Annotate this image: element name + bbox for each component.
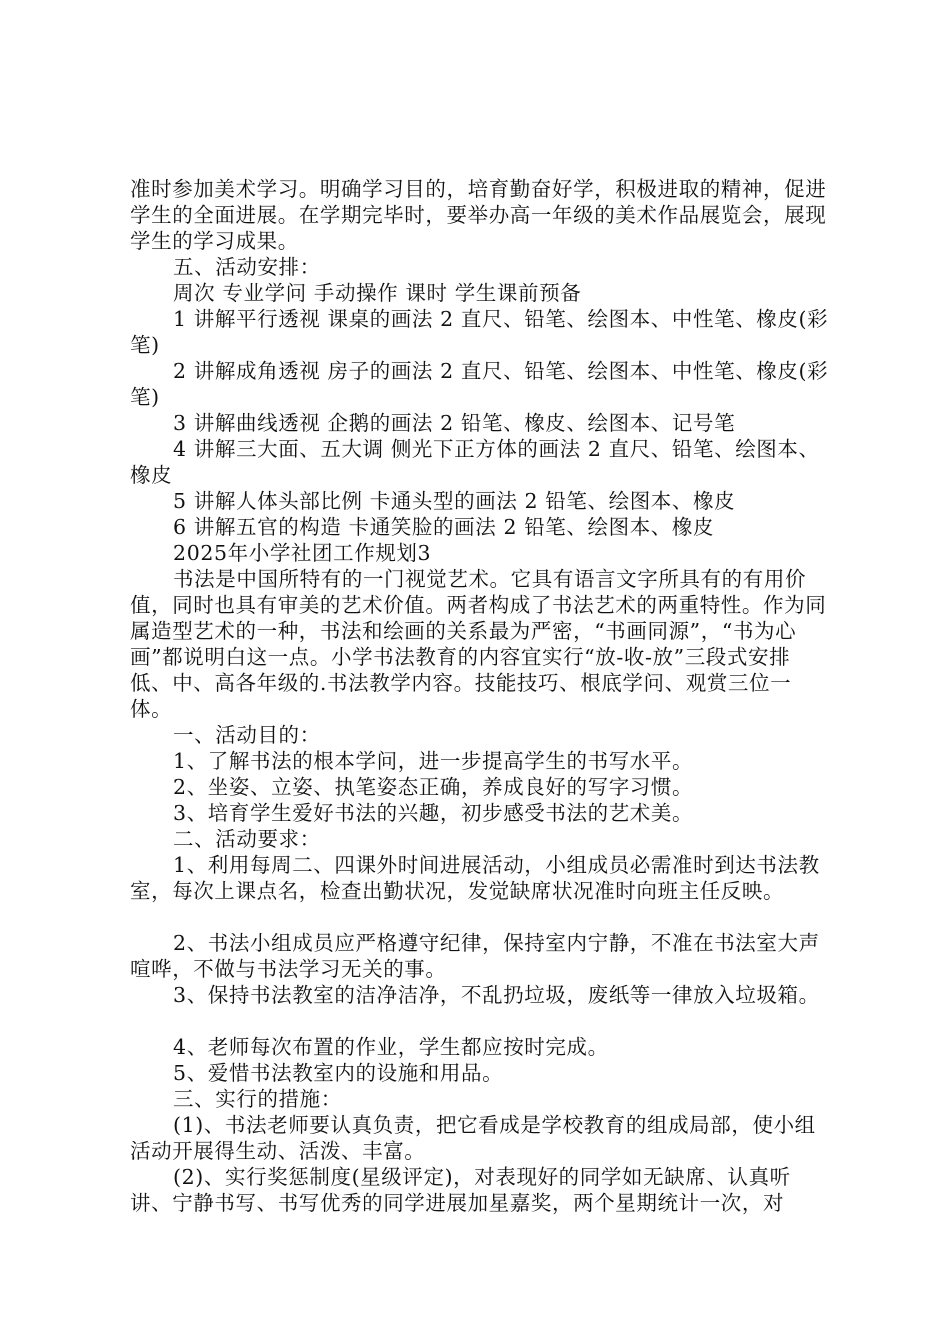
paragraph: 2025年小学社团工作规划3 xyxy=(173,541,432,565)
paragraph: 周次 专业学问 手动操作 课时 学生课前预备 xyxy=(173,281,582,305)
paragraph: (2)、实行奖惩制度(星级评定)，对表现好的同学如无缺席、认真听讲、宁静书写、书写优秀的同学进展加星嘉奖，两个星期统计一次，对 xyxy=(130,1165,791,1215)
blank-line xyxy=(130,1008,830,1034)
blank-line xyxy=(130,904,830,930)
paragraph: 1、利用每周二、四课外时间进展活动，小组成员必需准时到达书法教室，每次上课点名，检查出勤状况，发觉缺席状况准时向班主任反映。 xyxy=(130,853,820,903)
paragraph: 书法是中国所特有的一门视觉艺术。它具有语言文字所具有的有用价值，同时也具有审美的艺术价值。两者构成了书法艺术的两重特性。作为同属造型艺术的一种，书法和绘画的关系最为严密，“书画同源”，“书为心画”都说明白这一点。小学书法教育的内容宜实行“放-收-放”三段式安排低、中、高各年级的.书法教学内容。技能技巧、根底学问、观赏三位一体。 xyxy=(130,567,827,721)
paragraph: 五、活动安排： xyxy=(173,255,321,279)
paragraph: 准时参加美术学习。明确学习目的，培育勤奋好学，积极进取的精神，促进学生的全面进展。在学期完毕时，要举办高一年级的美术作品展览会，展现学生的学习成果。 xyxy=(130,177,827,253)
paragraph: 2 讲解成角透视 房子的画法 2 直尺、铅笔、绘图本、中性笔、橡皮(彩笔) xyxy=(130,359,829,409)
paragraph: 3、培育学生爱好书法的兴趣，初步感受书法的艺术美。 xyxy=(173,801,694,825)
paragraph: (1)、书法老师要认真负责，把它看成是学校教育的组成局部，使小组活动开展得生动、活泼、丰富。 xyxy=(130,1113,816,1163)
paragraph: 2、书法小组成员应严格遵守纪律，保持室内宁静，不准在书法室大声喧哗，不做与书法学习无关的事。 xyxy=(130,931,820,981)
paragraph: 5 讲解人体头部比例 卡通头型的画法 2 铅笔、绘图本、橡皮 xyxy=(173,489,736,513)
paragraph: 1 讲解平行透视 课桌的画法 2 直尺、铅笔、绘图本、中性笔、橡皮(彩笔) xyxy=(130,307,829,357)
paragraph: 3 讲解曲线透视 企鹅的画法 2 铅笔、橡皮、绘图本、记号笔 xyxy=(173,411,736,435)
paragraph: 1、了解书法的根本学问，进一步提高学生的书写水平。 xyxy=(173,749,694,773)
paragraph: 三、实行的措施： xyxy=(173,1087,342,1111)
paragraph: 一、活动目的： xyxy=(173,723,321,747)
paragraph: 4、老师每次布置的作业，学生都应按时完成。 xyxy=(173,1035,609,1059)
paragraph: 3、保持书法教室的洁净洁净，不乱扔垃圾，废纸等一律放入垃圾箱。 xyxy=(173,983,820,1007)
document-body xyxy=(130,176,830,1216)
paragraph: 二、活动要求： xyxy=(173,827,321,851)
paragraph: 2、坐姿、立姿、执笔姿态正确，养成良好的写字习惯。 xyxy=(173,775,694,799)
paragraph: 6 讲解五官的构造 卡通笑脸的画法 2 铅笔、绘图本、橡皮 xyxy=(173,515,715,539)
paragraph: 5、爱惜书法教室内的设施和用品。 xyxy=(173,1061,504,1085)
paragraph: 4 讲解三大面、五大调 侧光下正方体的画法 2 直尺、铅笔、绘图本、橡皮 xyxy=(130,437,820,487)
